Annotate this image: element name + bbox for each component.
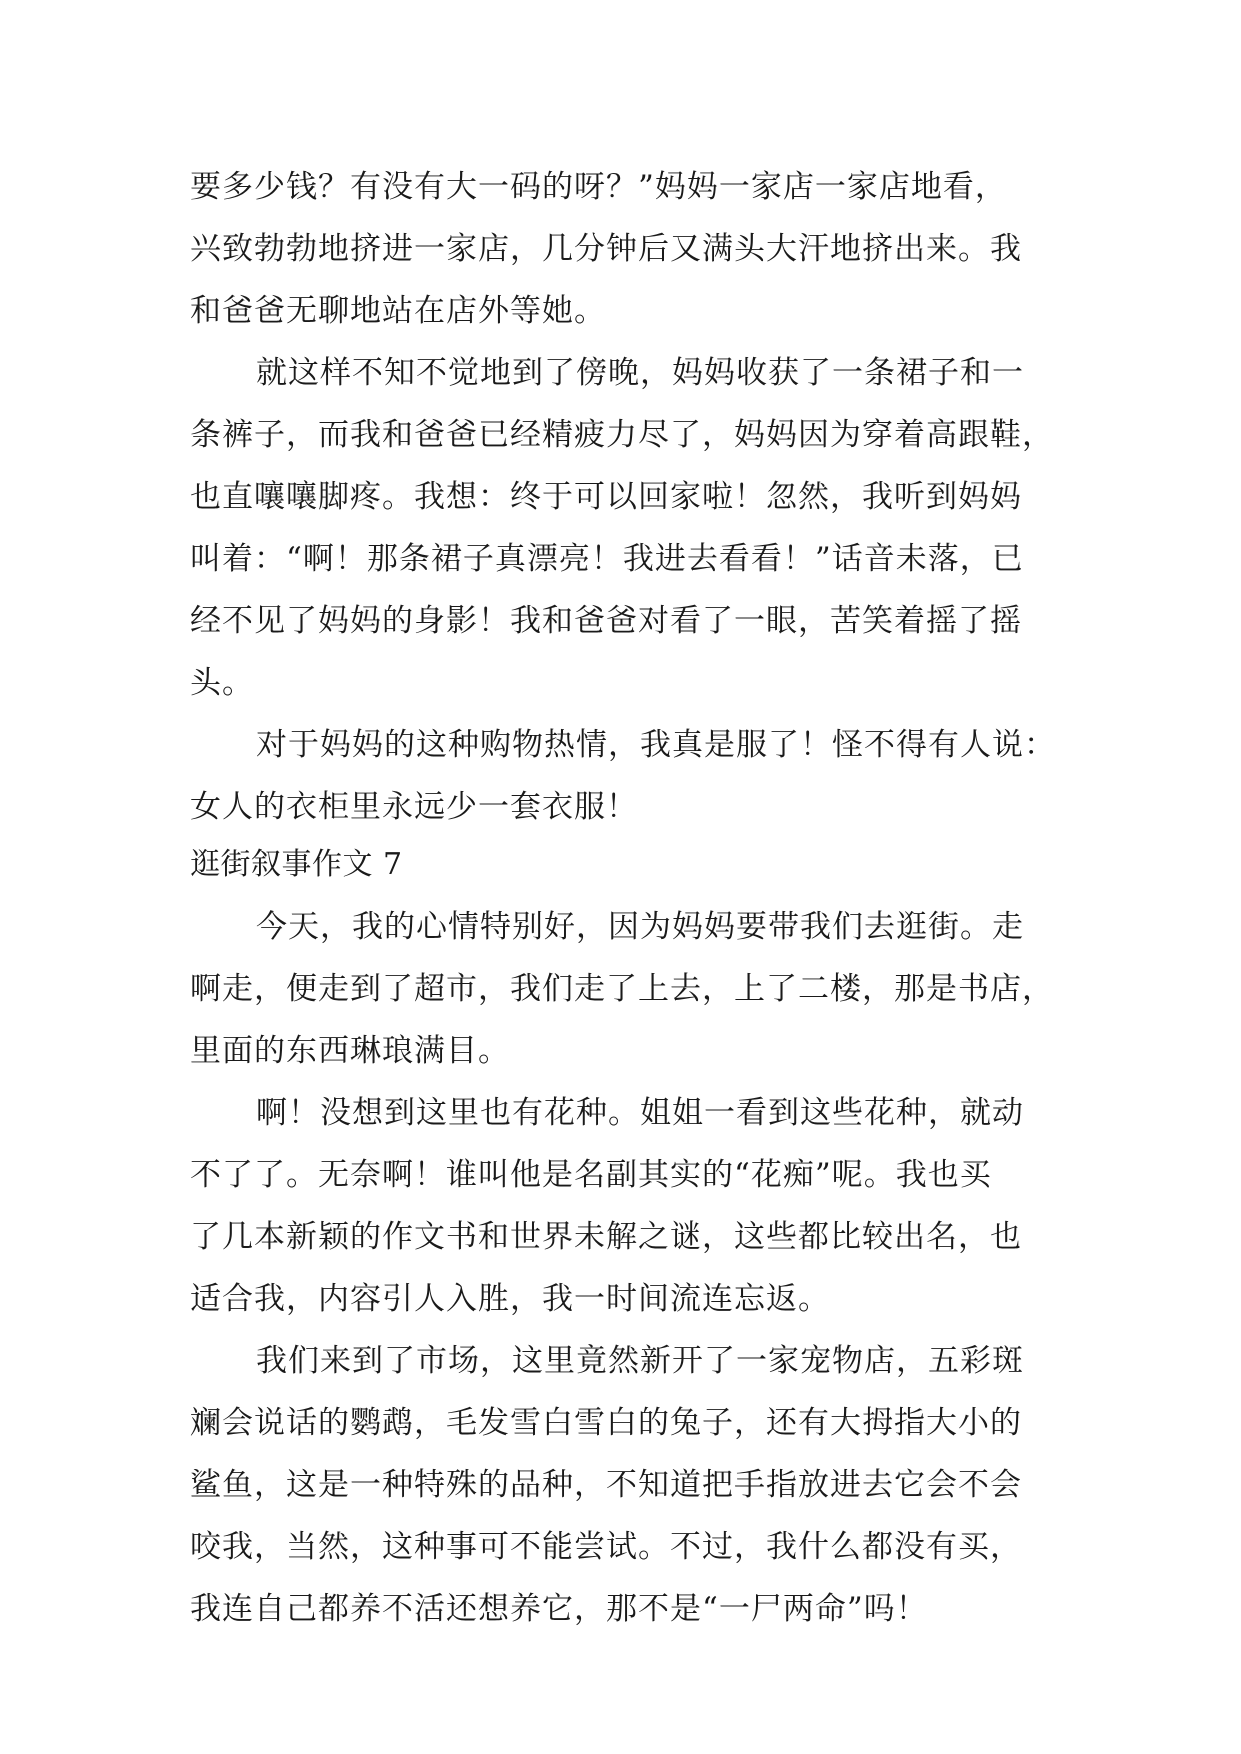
text-line: 要多少钱？有没有大一码的呀？”妈妈一家店一家店地看，	[190, 169, 1007, 205]
text-line: 头。	[190, 665, 254, 701]
text-line: 我们来到了市场，这里竟然新开了一家宠物店，五彩斑	[256, 1343, 1024, 1379]
paragraph	[190, 342, 1052, 714]
text-line: 兴致勃勃地挤进一家店，几分钟后又满头大汗地挤出来。我	[190, 231, 1022, 267]
paragraph	[190, 896, 1052, 1082]
text-line: 叫着：“啊！那条裙子真漂亮！我进去看看！”话音未落，已	[190, 541, 1024, 577]
text-line: 就这样不知不觉地到了傍晚，妈妈收获了一条裙子和一	[256, 355, 1024, 391]
text-line: 不了了。无奈啊！谁叫他是名副其实的“花痴”呢。我也买	[190, 1157, 992, 1193]
text-line: 适合我，内容引人入胜，我一时间流连忘返。	[190, 1281, 830, 1317]
text-line: 里面的东西琳琅满目。	[190, 1033, 510, 1069]
section-heading: 逛街叙事作文 7	[190, 847, 403, 882]
text-line: 也直嚷嚷脚疼。我想：终于可以回家啦！忽然，我听到妈妈	[190, 479, 1022, 515]
text-line: 咬我，当然，这种事可不能尝试。不过，我什么都没有买，	[190, 1529, 1022, 1565]
text-line: 和爸爸无聊地站在店外等她。	[190, 293, 606, 329]
text-line: 对于妈妈的这种购物热情，我真是服了！怪不得有人说：	[256, 727, 1056, 763]
paragraph-continued	[190, 156, 1052, 342]
text-line: 我连自己都养不活还想养它，那不是“一尸两命”吗！	[190, 1591, 928, 1627]
text-line: 啊！没想到这里也有花种。姐姐一看到这些花种，就动	[256, 1095, 1024, 1131]
paragraph	[190, 714, 1056, 838]
paragraph	[190, 1082, 1052, 1330]
text-line: 了几本新颖的作文书和世界未解之谜，这些都比较出名，也	[190, 1219, 1022, 1255]
text-line: 女人的衣柜里永远少一套衣服！	[190, 789, 638, 825]
paragraph	[190, 1330, 1052, 1640]
text-line: 今天，我的心情特别好，因为妈妈要带我们去逛街。走	[256, 909, 1024, 945]
document-page	[190, 156, 1056, 1640]
text-line: 经不见了妈妈的身影！我和爸爸对看了一眼，苦笑着摇了摇	[190, 603, 1022, 639]
text-line: 斓会说话的鹦鹉，毛发雪白雪白的兔子，还有大拇指大小的	[190, 1405, 1022, 1441]
text-line: 鲨鱼，这是一种特殊的品种，不知道把手指放进去它会不会	[190, 1467, 1022, 1503]
text-line: 啊走，便走到了超市，我们走了上去，上了二楼，那是书店，	[190, 971, 1054, 1007]
text-line: 条裤子，而我和爸爸已经精疲力尽了，妈妈因为穿着高跟鞋，	[190, 417, 1054, 453]
